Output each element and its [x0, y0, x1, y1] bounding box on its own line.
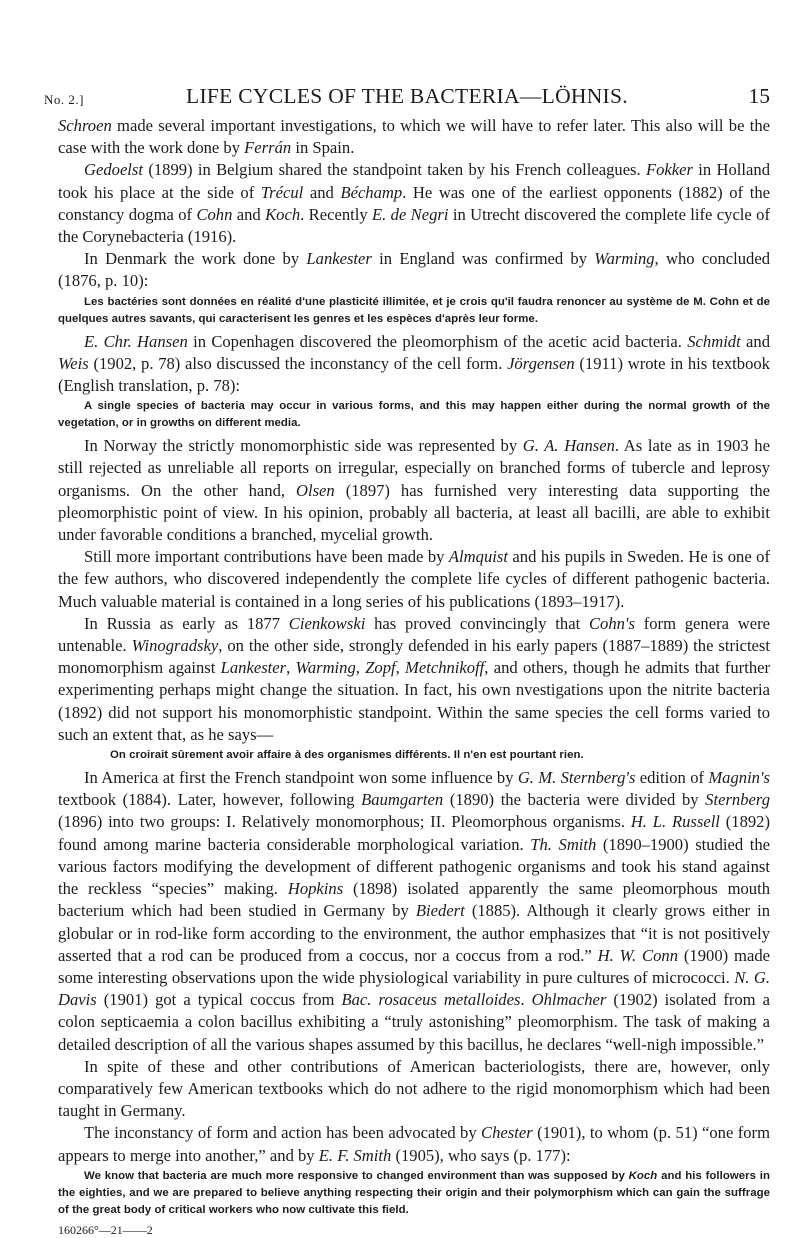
- paragraph-schroen: Schroen made several important investigations, to which we will have to refer later. This also will be the case with the work done by Ferrán in Spain.: [58, 116, 770, 158]
- paragraph-norway: In Norway the strictly monomorphistic side was represented by G. A. Hansen. As late as in 1903 he still rejected as unreliable all reports on irregular, especially on branched forms of tubercle and leprosy organisms. On the other hand, Olsen (1897) has furnished very interesting data supporting the pleomorphistic point of view. In his opinion, probably all bacteria, at least all bacilli, are able to exhibit under favorable conditions a branched, mycelial growth.: [58, 436, 770, 545]
- running-title: LIFE CYCLES OF THE BACTERIA—LÖHNIS.: [186, 84, 628, 108]
- paragraph-america: In America at first the French standpoint won some influence by G. M. Sternberg's edition of Magnin's textbook (1884). Later, however, following Baumgarten (1890) the bacteria were divided by Sternberg (1896) into two groups: I. Relatively monomorphous; II. Pleomorphous organisms. H. L. Russell (1892) found among marine bacteria considerable morphological variation. Th. Smith (1890–1900) studied the various factors modifying the development of different pathogenic organisms and took his stand against the reckless “species” making. Hopkins (1898) isolated apparently the same pleomorphous mouth bacterium which had been studied in Germany by Biedert (1885). Although it clearly grows either in globular or in rod-like form according to the environment, the author emphasizes that “it is not positively asserted that a rod can be produced from a coccus, nor a coccus from a rod.” H. W. Conn (1900) made some interesting observations upon the wide physiological variability in pure cultures of micrococci. N. G. Davis (1901) got a typical coccus from Bac. rosaceus metalloides. Ohlmacher (1902) isolated from a colon septicaemia a colon bacillus exhibiting a “truly astonishing” pleomorphism. The task of making a detailed description of all the various shapes assumed by this bacillus, he declares “well-nigh impossible.”: [58, 768, 771, 1054]
- quote-warming: Les bactéries sont données en réalité d'une plasticité illimitée, et je crois qu'il faudra renoncer au système de M. Cohn et de quelques autres savants, qui caracterisent les genres et les espèces d'après leur forme.: [58, 295, 770, 325]
- quote-winogradsky: On croirait sûrement avoir affaire à des organismes différents. Il n'en est pourtant rien.: [110, 749, 584, 762]
- paragraph-gedoelst: Gedoelst (1899) in Belgium shared the standpoint taken by his French colleagues. Fokker in Holland took his place at the side of Trécul and Béchamp. He was one of the earliest opponents (1882) of the constancy dogma of Cohn and Koch. Recently E. de Negri in Utrecht discovered the complete life cycle of the Corynebacteria (1916).: [58, 160, 770, 247]
- issue-number: No. 2.]: [44, 92, 84, 107]
- paragraph-russia: In Russia as early as 1877 Cienkowski has proved convincingly that Cohn's form genera were untenable. Winogradsky, on the other side, strongly defended in his early papers (1887–1889) the strictest monomorphism against Lankester, Warming, Zopf, Metchnikoff, and others, though he admits that further experimenting perhaps might change the situation. In fact, his own nvestigations upon the nitrite bacteria (1892) did not support his monomorphistic standpoint. Within the same species the cell forms varied to such an extent that, as he says—: [58, 613, 771, 744]
- paragraph-hansen: E. Chr. Hansen in Copenhagen discovered the pleomorphism of the acetic acid bacteria. Schmidt and Weis (1902, p. 78) also discussed the inconstancy of the cell form. Jörgensen (1911) wrote in his textbook (English translation, p. 78):: [58, 331, 770, 396]
- paragraph-denmark: In Denmark the work done by Lankester in England was confirmed by Warming, who concluded (1876, p. 10):: [58, 249, 771, 291]
- quote-jorgensen: A single species of bacteria may occur in various forms, and this may happen either during the normal growth of the vegetation, or in growths on different media.: [58, 400, 770, 430]
- quote-smith: We know that bacteria are much more responsive to changed environment than was supposed by Koch and his followers in the eighties, and we are prepared to believe anything respecting their origin and their polymorphism which can gain the suffrage of the great body of critical workers who now cultivate this field.: [58, 1169, 770, 1216]
- paragraph-almquist: Still more important contributions have been made by Almquist and his pupils in Sweden. He is one of the few authors, who discovered independently the complete life cycles of different pathogenic bacteria. Much valuable material is contained in a long series of his publications (1893–1917).: [58, 547, 770, 611]
- page-number: 15: [748, 84, 770, 108]
- printer-signature: 160266°—21——2: [58, 1222, 153, 1237]
- running-header: [44, 84, 770, 114]
- paragraph-american-textbooks: In spite of these and other contributions of American bacteriologists, there are, however, only comparatively few American textbooks which do not adhere to the rigid monomorphism which had been taught in Germany.: [58, 1056, 770, 1121]
- body-text: [58, 115, 770, 1238]
- paragraph-chester: The inconstancy of form and action has been advocated by Chester (1901), to whom (p. 51) “one form appears to merge into another,” and by E. F. Smith (1905), who says (p. 177):: [58, 1123, 770, 1165]
